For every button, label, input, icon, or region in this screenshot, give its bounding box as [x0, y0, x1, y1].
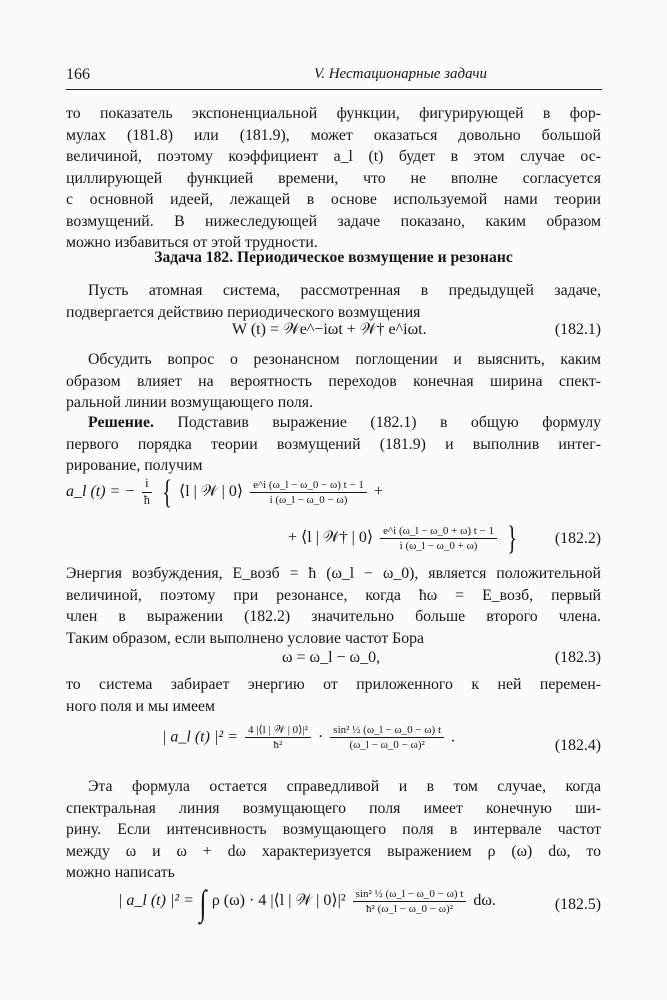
text-line: Энергия возбуждения, E_возб = ħ (ω_l − ω_0), является положительной	[66, 565, 601, 582]
after-bohr-paragraph	[66, 674, 601, 717]
fraction-numerator: sin² ½ (ω_l − ω_0 − ω) t	[353, 888, 467, 902]
width-paragraph	[66, 776, 601, 884]
text-line: член в выражении (182.2) значительно больше второго члена.	[66, 608, 601, 625]
text-line: циллирующей функцией времени, что не вполне согласуется	[66, 169, 601, 187]
fraction-numerator: 4 |⟨l | 𝒲 | 0⟩|²	[245, 724, 311, 738]
fraction-numerator: e^i (ω_l − ω_0 − ω) t − 1	[250, 479, 367, 493]
text-line: Эта формула остается справедливой и в том случае, когда	[88, 778, 601, 795]
text-line: возмущений. В нижеследующей задаче показано, каким образом	[66, 212, 601, 230]
equation-number: (182.5)	[554, 896, 601, 913]
text-line: с основной идеей, лежащей в основе используемой нами теории	[66, 191, 601, 208]
text-line: можно избавиться от этой трудности.	[66, 234, 318, 251]
text-line: спектральная линия возмущающего поля имеет конечную ши-	[66, 799, 601, 817]
fraction-denominator: ħ² (ω_l − ω_0 − ω)²	[366, 902, 453, 915]
task-title: Задача 182. Периодическое возмущение и резонанс	[154, 249, 513, 266]
text-line: величиной, поэтому коэффициент a_l (t) будет в этом случае ос-	[66, 148, 601, 165]
eq-lhs: | a_l (t) |² =	[162, 728, 238, 746]
eq-lhs: a_l (t) = −	[66, 483, 136, 500]
eq-fraction	[353, 888, 467, 915]
eq-fraction	[142, 477, 151, 508]
text-line: можно написать	[66, 864, 175, 881]
text-line: величиной, поэтому при резонансе, когда ħω = E_возб, первый	[66, 586, 601, 604]
text-line: ральной линии возмущающего поля.	[66, 394, 314, 411]
eq-fraction	[380, 525, 497, 552]
text-fragment: Подставив выражение (182.1) в общую формулу	[153, 414, 601, 431]
dot-operator: ·	[317, 728, 324, 746]
text-line: Пусть атомная система, рассмотренная в предыдущей задаче,	[88, 282, 601, 299]
equation-182-2-line2	[288, 520, 520, 558]
fraction-denominator: i (ω_l − ω_0 + ω)	[399, 539, 478, 552]
equation-182-1: W (t) = 𝒲e^−iωt + 𝒲† e^iωt.	[232, 321, 427, 338]
fraction-denominator: ħ	[143, 492, 150, 507]
eq-lhs: | a_l (t) |² =	[118, 892, 194, 909]
text-line: ного поля и мы имеем	[66, 697, 215, 715]
integrand: ρ (ω) · 4 |⟨l | 𝒲 | 0⟩|²	[211, 892, 346, 909]
matrix-element: + ⟨l | 𝒲† | 0⟩	[288, 529, 374, 546]
text-line: рирование, получим	[66, 457, 203, 474]
header-rule	[66, 89, 602, 90]
fraction-denominator: ħ²	[273, 739, 283, 752]
text-line: образом влияет на вероятность переходов конечная ширина спект-	[66, 372, 601, 390]
text-line: Таким образом, если выполнено условие частот Бора	[66, 629, 425, 647]
right-brace: }	[507, 520, 518, 557]
text-line: подвергается действию периодического возмущения	[66, 303, 421, 321]
equation-182-2-line1	[66, 474, 383, 512]
equation-number: (182.3)	[554, 649, 601, 666]
equation-number: (182.4)	[554, 737, 601, 754]
solution-label: Решение.	[88, 414, 154, 431]
eq-fraction	[245, 724, 311, 751]
text-line	[66, 412, 601, 434]
equation-number: (182.2)	[554, 530, 601, 547]
text-line: Обсудить вопрос о резонансном поглощении и выяснить, каким	[88, 351, 601, 368]
intro-paragraph	[66, 103, 601, 254]
fraction-denominator: i (ω_l − ω_0 − ω)	[269, 493, 348, 506]
fraction-numerator: sin² ½ (ω_l − ω_0 − ω) t	[330, 724, 444, 738]
equation-182-4	[162, 724, 455, 751]
fraction-denominator: (ω_l − ω_0 − ω)²	[349, 739, 425, 752]
equation-182-5	[118, 882, 496, 924]
solution-paragraph	[66, 412, 601, 477]
text-line: между ω и ω + dω характеризуется выражением ρ (ω) dω, то	[66, 842, 601, 860]
text-line: то система забирает энергию от приложенного к ней перемен-	[66, 676, 601, 693]
text-line: то показатель экспоненциальной функции, фигурирующей в фор-	[66, 105, 601, 122]
plus-sign: +	[373, 483, 383, 500]
equation-number: (182.1)	[554, 321, 601, 338]
fraction-numerator: e^i (ω_l − ω_0 + ω) t − 1	[380, 525, 497, 539]
period: .	[451, 728, 455, 746]
eq-fraction	[250, 479, 367, 506]
energy-paragraph	[66, 563, 601, 649]
differential: dω.	[473, 892, 496, 909]
text-line: мулах (181.8) или (181.9), может оказаться довольно большой	[66, 126, 601, 144]
integral-sign: ∫	[199, 883, 207, 923]
text-line: рину. Если интенсивность возмущающего поля в интервале частот	[66, 821, 601, 838]
equation-182-3: ω = ω_l − ω_0,	[282, 649, 381, 666]
running-head: V. Нестационарные задачи	[314, 66, 488, 82]
page-number: 166	[66, 66, 90, 83]
eq-fraction	[330, 724, 444, 751]
text-line: первого порядка теории возмущений (181.9) и выполнив интег-	[66, 435, 601, 453]
fraction-numerator: i	[142, 477, 151, 493]
question-paragraph	[66, 349, 601, 414]
problem-paragraph	[66, 280, 601, 323]
matrix-element: ⟨l | 𝒲 | 0⟩	[178, 483, 244, 500]
page-header	[66, 64, 602, 88]
left-brace: {	[161, 474, 172, 511]
